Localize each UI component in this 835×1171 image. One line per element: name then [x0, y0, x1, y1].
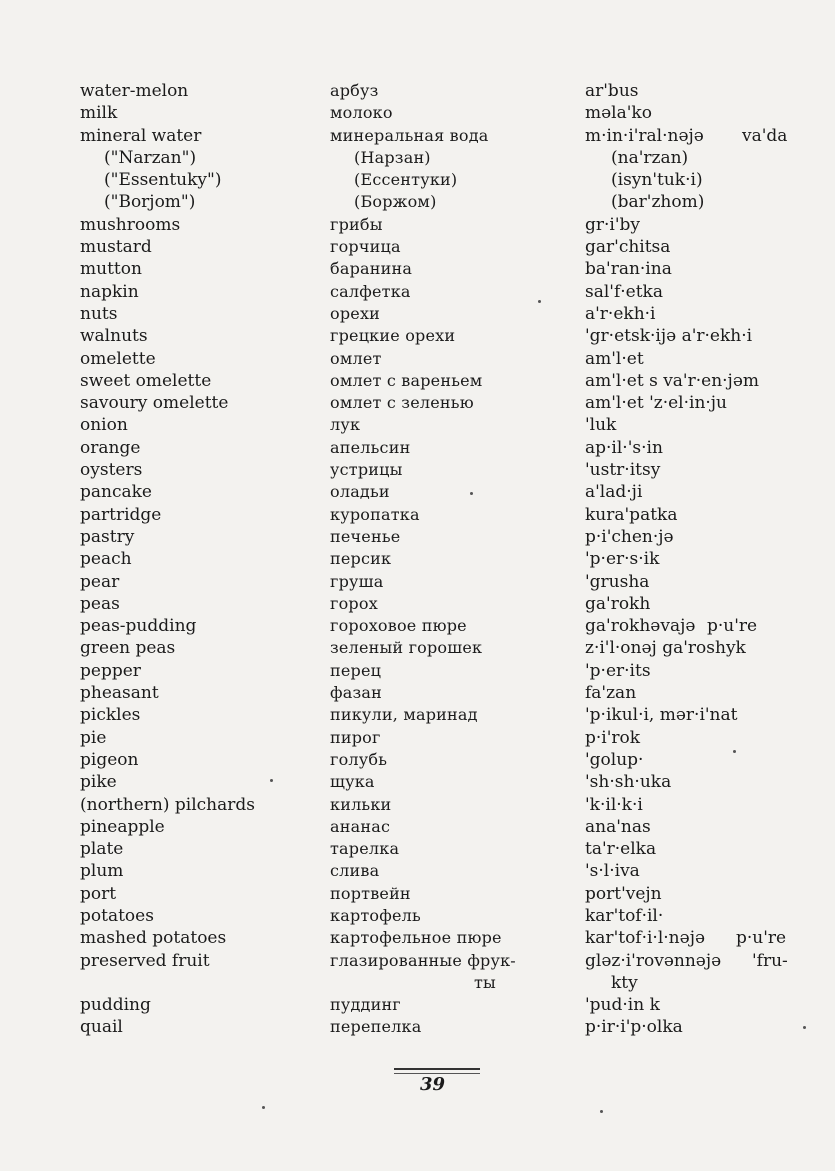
entry-row	[0, 191, 835, 213]
transcription: p·ir·i'p·olka	[585, 1017, 683, 1038]
transcription: am'l·et	[585, 348, 644, 369]
russian-term: (Боржом)	[354, 192, 437, 212]
russian-term: устрицы	[330, 460, 403, 480]
entry-row	[0, 883, 835, 905]
russian-term: (Нарзан)	[354, 147, 431, 167]
transcription: 'k·il·k·i	[585, 794, 643, 815]
russian-term: молоко	[330, 103, 393, 123]
entry-row	[0, 548, 835, 570]
english-term: peach	[80, 549, 132, 570]
english-term: peas-pudding	[80, 616, 197, 637]
transcription: 'p·er·its	[585, 660, 651, 681]
russian-term: перепелка	[330, 1017, 422, 1037]
english-term: peas	[80, 593, 120, 614]
entry-row	[0, 727, 835, 749]
vocabulary-table	[0, 80, 835, 1039]
entry-row	[0, 414, 835, 436]
entry-row	[0, 303, 835, 325]
english-term: mushrooms	[80, 214, 181, 235]
russian-term: портвейн	[330, 883, 411, 903]
entry-row	[0, 437, 835, 459]
transcription: 'ustr·itsy	[585, 460, 661, 481]
transcription: ana'nas	[585, 816, 651, 837]
transcription: kty	[611, 972, 638, 993]
entry-row	[0, 927, 835, 949]
transcription: am'l·et s va'r·en·jəm	[585, 370, 760, 391]
entry-row	[0, 370, 835, 392]
russian-term: голубь	[330, 749, 388, 769]
english-term: pigeon	[80, 749, 139, 770]
transcription: kar'tof·i·l·nəjə	[585, 928, 706, 949]
entry-row	[0, 214, 835, 236]
english-term: ("Essentuky")	[104, 170, 222, 191]
entry-row	[0, 794, 835, 816]
english-term: pheasant	[80, 683, 159, 704]
russian-term: куропатка	[330, 504, 420, 524]
english-term: port	[80, 883, 117, 904]
transcription: 'p·ikul·i, mər·i'nat	[585, 705, 738, 726]
entry-row	[0, 281, 835, 303]
entry-row	[0, 526, 835, 548]
english-term: ("Borjom")	[104, 192, 196, 213]
entry-row	[0, 80, 835, 102]
entry-row	[0, 459, 835, 481]
entry-row	[0, 838, 835, 860]
entry-row	[0, 258, 835, 280]
transcription: am'l·et 'z·el·in·ju	[585, 393, 728, 414]
transcription: p·i'rok	[585, 727, 641, 748]
english-term: mustard	[80, 237, 152, 258]
russian-term: грецкие орехи	[330, 326, 456, 346]
transcription: (bar'zhom)	[611, 192, 705, 213]
print-speck	[270, 779, 273, 782]
transcription: ga'rokhəvajə	[585, 616, 696, 637]
russian-term: персик	[330, 549, 392, 569]
english-term: oysters	[80, 460, 143, 481]
english-term: mashed potatoes	[80, 928, 227, 949]
russian-term: пирог	[330, 727, 381, 747]
transcription: 's·l·iva	[585, 861, 640, 882]
entry-row	[0, 102, 835, 124]
entry-row	[0, 236, 835, 258]
transcription: 'p·er·s·ik	[585, 549, 660, 570]
russian-term: гороховое пюре	[330, 616, 467, 636]
english-term: potatoes	[80, 905, 154, 926]
russian-term: зеленый горошек	[330, 638, 483, 658]
entry-row	[0, 125, 835, 147]
transcription: (na'rzan)	[611, 147, 689, 168]
english-term: mineral water	[80, 125, 202, 146]
transcription: 'sh·sh·uka	[585, 772, 672, 793]
english-term: quail	[80, 1017, 123, 1038]
entry-row	[0, 972, 835, 994]
russian-term: лук	[330, 415, 361, 435]
print-speck	[803, 1026, 806, 1029]
entry-row	[0, 147, 835, 169]
english-term: (northern) pilchards	[80, 794, 255, 815]
english-term: plum	[80, 861, 124, 882]
russian-term: горчица	[330, 237, 401, 257]
english-term: sweet omelette	[80, 370, 212, 391]
russian-term: тарелка	[330, 839, 400, 859]
transcription: gr·i'by	[585, 214, 641, 235]
russian-term: орехи	[330, 303, 381, 323]
russian-term: грибы	[330, 214, 383, 234]
entry-row	[0, 593, 835, 615]
english-term: preserved fruit	[80, 950, 210, 971]
transcription: 'gr·etsk·ijə a'r·ekh·i	[585, 326, 753, 347]
entry-row	[0, 994, 835, 1016]
russian-term: печенье	[330, 526, 401, 546]
print-speck	[470, 492, 473, 495]
russian-term: арбуз	[330, 81, 379, 100]
transcription: məla'ko	[585, 103, 652, 124]
english-term: water-melon	[80, 81, 189, 101]
english-term: green peas	[80, 638, 176, 659]
transcription-continued: p·u're	[707, 616, 758, 637]
transcription: ar'bus	[585, 81, 639, 101]
entry-row	[0, 704, 835, 726]
entry-row	[0, 950, 835, 972]
russian-term: омлет с зеленью	[330, 393, 474, 413]
russian-term: горох	[330, 593, 378, 613]
russian-term: картофельное пюре	[330, 928, 502, 948]
russian-term: салфетка	[330, 281, 411, 301]
transcription: 'pud·in k	[585, 995, 660, 1016]
transcription: (isyn'tuk·i)	[611, 170, 703, 191]
english-term: pike	[80, 772, 117, 793]
english-term: savoury omelette	[80, 393, 229, 414]
russian-term: омлет с вареньем	[330, 370, 483, 390]
transcription: a'r·ekh·i	[585, 303, 656, 324]
english-term: nuts	[80, 303, 118, 324]
print-speck	[538, 300, 541, 303]
english-term: partridge	[80, 504, 162, 525]
transcription: kar'tof·il·	[585, 905, 664, 926]
russian-term: минеральная вода	[330, 125, 489, 145]
russian-term: кильки	[330, 794, 392, 814]
english-term: mutton	[80, 259, 142, 280]
russian-term: щука	[330, 772, 375, 792]
russian-term: ананас	[330, 816, 391, 836]
english-term: orange	[80, 437, 141, 458]
transcription: port'vejn	[585, 883, 662, 904]
print-speck	[733, 750, 736, 753]
transcription: fa'zan	[585, 683, 637, 704]
entry-row	[0, 325, 835, 347]
entry-row	[0, 682, 835, 704]
english-term: pickles	[80, 705, 141, 726]
print-speck	[600, 1110, 603, 1113]
entry-row	[0, 571, 835, 593]
entry-row	[0, 1016, 835, 1038]
russian-term: (Ессентуки)	[354, 170, 458, 190]
entry-row	[0, 905, 835, 927]
entry-row	[0, 481, 835, 503]
russian-term: картофель	[330, 905, 421, 925]
russian-term: перец	[330, 660, 382, 680]
entry-row	[0, 771, 835, 793]
russian-term: оладьи	[330, 482, 390, 502]
russian-term: груша	[330, 571, 384, 591]
russian-term: фазан	[330, 683, 382, 703]
transcription: gləz·i'rovənnəjə	[585, 950, 722, 971]
english-term: pear	[80, 571, 120, 592]
print-speck	[262, 1106, 265, 1109]
transcription: gar'chitsa	[585, 237, 671, 258]
entry-row	[0, 860, 835, 882]
page-number: 39	[420, 1074, 446, 1095]
transcription: p·i'chen·jə	[585, 526, 674, 547]
transcription-continued: va'da	[742, 125, 788, 146]
transcription: ga'rokh	[585, 593, 651, 614]
entry-row	[0, 660, 835, 682]
transcription: ta'r·elka	[585, 839, 657, 860]
transcription-continued: 'fru-	[752, 950, 788, 971]
transcription: 'grusha	[585, 571, 650, 592]
russian-term: апельсин	[330, 437, 411, 457]
transcription: 'luk	[585, 415, 617, 436]
english-term: pie	[80, 727, 107, 748]
english-term: pepper	[80, 660, 141, 681]
transcription: kura'patka	[585, 504, 678, 525]
russian-term: глазированные фрук-	[330, 950, 516, 970]
transcription-continued: p·u're	[736, 928, 787, 949]
english-term: pancake	[80, 482, 152, 503]
transcription: m·in·i'ral·nəjə	[585, 125, 704, 146]
entry-row	[0, 615, 835, 637]
transcription: z·i'l·onəj ga'roshyk	[585, 638, 746, 659]
english-term: pudding	[80, 995, 151, 1016]
english-term: plate	[80, 839, 124, 860]
entry-row	[0, 392, 835, 414]
entry-row	[0, 749, 835, 771]
transcription: ap·il·'s·in	[585, 437, 663, 458]
english-term: omelette	[80, 348, 156, 369]
entry-row	[0, 637, 835, 659]
transcription: sal'f·etka	[585, 281, 663, 302]
entry-row	[0, 169, 835, 191]
russian-term: слива	[330, 861, 380, 881]
entry-row	[0, 816, 835, 838]
english-term: ("Narzan")	[104, 147, 197, 168]
russian-term: баранина	[330, 259, 413, 279]
transcription: a'lad·ji	[585, 482, 643, 503]
russian-term: пикули, маринад	[330, 705, 478, 725]
english-term: onion	[80, 415, 128, 436]
entry-row	[0, 348, 835, 370]
transcription: ba'ran·ina	[585, 259, 672, 280]
english-term: pastry	[80, 526, 135, 547]
transcription: 'golup·	[585, 749, 644, 770]
russian-term: омлет	[330, 348, 382, 368]
russian-term: ты	[474, 972, 496, 992]
entry-row	[0, 504, 835, 526]
english-term: walnuts	[80, 326, 148, 347]
english-term: pineapple	[80, 816, 165, 837]
russian-term: пуддинг	[330, 995, 401, 1015]
english-term: milk	[80, 103, 118, 124]
english-term: napkin	[80, 281, 139, 302]
